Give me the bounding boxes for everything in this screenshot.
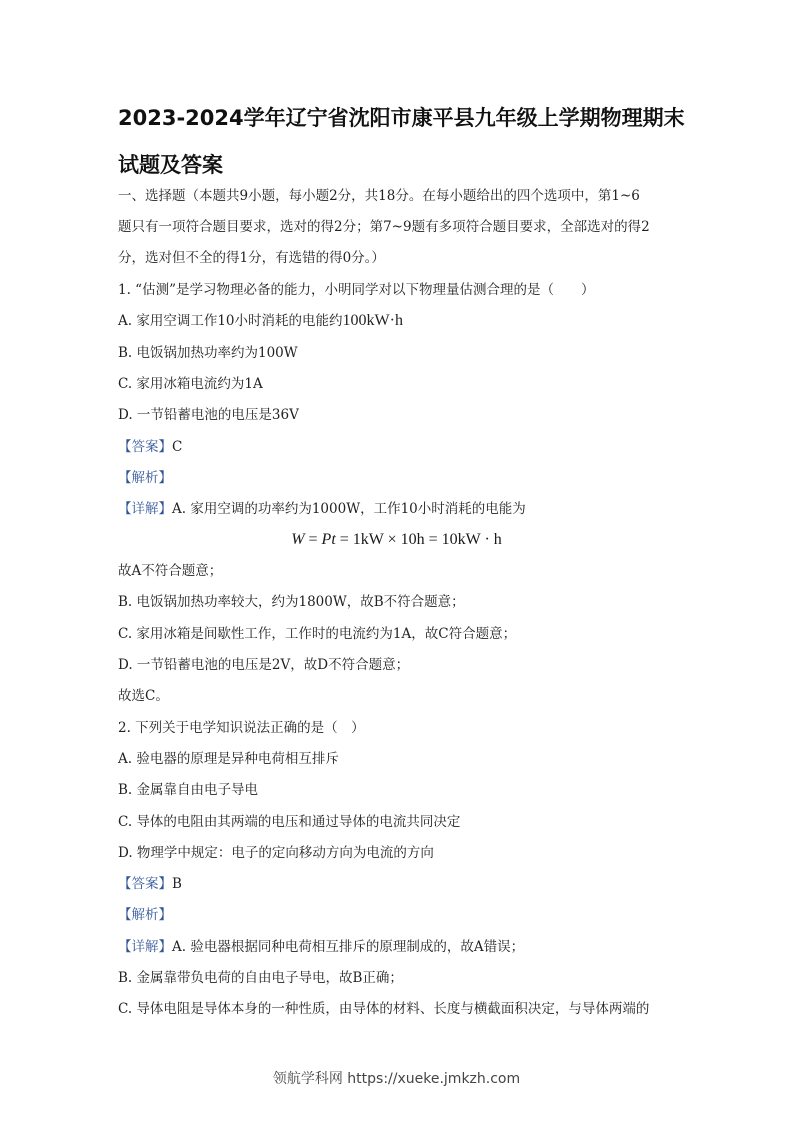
- q2-detail-tag: 【详解】: [118, 939, 172, 955]
- q1-explain-a: 故A不符合题意；: [118, 563, 223, 579]
- q2-detail-b: B. 金属靠带负电荷的自由电子导电，故B正确；: [118, 970, 403, 986]
- q2-option-d: D. 物理学中规定：电子的定向移动方向为电流的方向: [118, 845, 434, 861]
- q1-answer-tag: 【答案】: [118, 439, 172, 455]
- title-line-2: 试题及答案: [118, 153, 223, 177]
- q1-analysis-tag: 【解析】: [118, 470, 172, 486]
- q1-option-c: C. 家用冰箱电流约为1A: [118, 376, 263, 392]
- q1-detail-a: [118, 499, 688, 519]
- page-footer-watermark: 领航学科网 https://xueke.jmkzh.com: [272, 1071, 521, 1087]
- q2-answer-value: B: [172, 876, 182, 892]
- section-instructions-line-2: 题只有一项符合题目要求，选对的得2分；第7~9题有多项符合题目要求，全部选对的得2: [118, 219, 650, 235]
- q2-option-b: B. 金属靠自由电子导电: [118, 782, 259, 798]
- q1-option-d: D. 一节铅蓄电池的电压是36V: [118, 407, 299, 423]
- formula-t: t: [331, 531, 336, 548]
- q2-detail-a: [118, 937, 688, 957]
- q1-stem: 1. “估测”是学习物理必备的能力，小明同学对以下物理量估测合理的是（ ）: [118, 282, 595, 298]
- formula-rest: = 1kW × 10h = 10kW · h: [335, 531, 502, 548]
- q1-option-a-unit: 100kW·h: [342, 312, 403, 329]
- section-instructions-line-1: 一、选择题（本题共9小题，每小题2分，共18分。在每小题给出的四个选项中，第1~6: [118, 188, 640, 204]
- q2-answer: [118, 874, 688, 894]
- formula-eq: =: [304, 531, 322, 548]
- q1-conclusion: 故选C。: [118, 688, 169, 704]
- formula-p: P: [321, 531, 332, 548]
- section-instructions-line-3: 分，选对但不全的得1分，有选错的得0分。）: [118, 250, 385, 266]
- q1-option-b: B. 电饭锅加热功率约为100W: [118, 345, 298, 361]
- q1-formula: [0, 530, 793, 550]
- q2-option-c: C. 导体的电阻由其两端的电压和通过导体的电流共同决定: [118, 814, 461, 830]
- q2-option-a: A. 验电器的原理是异种电荷相互排斥: [118, 751, 339, 767]
- q2-stem: 2. 下列关于电学知识说法正确的是（ ）: [118, 720, 365, 736]
- q1-option-a-text: A. 家用空调工作10小时消耗的电能约: [118, 313, 343, 329]
- q2-answer-tag: 【答案】: [118, 876, 172, 892]
- q1-explain-c: C. 家用冰箱是间歇性工作，工作时的电流约为1A，故C符合题意；: [118, 626, 517, 642]
- formula-w: W: [291, 531, 305, 548]
- q2-detail-a-text: A. 验电器根据同种电荷相互排斥的原理制成的，故A错误；: [172, 939, 525, 955]
- q2-analysis-tag: 【解析】: [118, 907, 172, 923]
- q1-answer-value: C: [172, 439, 183, 455]
- q1-explain-d: D. 一节铅蓄电池的电压是2V，故D不符合题意；: [118, 657, 410, 673]
- q1-detail-tag: 【详解】: [118, 501, 172, 517]
- q1-option-a: [118, 311, 688, 331]
- document-title: [118, 95, 688, 189]
- q1-detail-a-text: A. 家用空调的功率约为1000W，工作10小时消耗的电能为: [172, 501, 526, 517]
- q1-explain-b: B. 电饭锅加热功率较大，约为1800W，故B不符合题意；: [118, 594, 465, 610]
- q1-answer: [118, 437, 688, 457]
- q2-detail-c: C. 导体电阻是导体本身的一种性质，由导体的材料、长度与横截面积决定，与导体两端的: [118, 1001, 650, 1017]
- title-line-1: 2023-2024学年辽宁省沈阳市康平县九年级上学期物理期末: [118, 106, 685, 130]
